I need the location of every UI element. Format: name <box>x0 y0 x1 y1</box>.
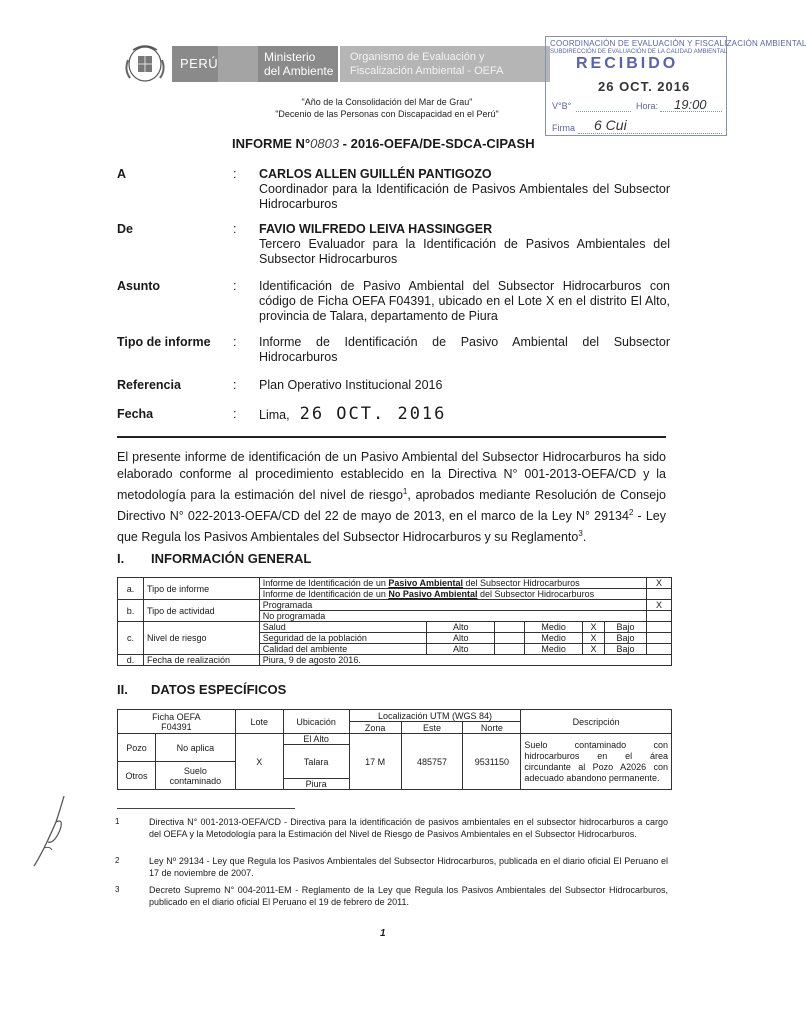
stamp-vb-label: V°B° <box>552 101 572 111</box>
coat-of-arms-icon <box>120 40 170 86</box>
date-stamp: 26 OCT. 2016 <box>299 404 447 424</box>
received-stamp <box>545 36 807 136</box>
informe-title: INFORME N°0803 - 2016-OEFA/DE-SDCA-CIPASH <box>232 136 535 151</box>
page-number: 1 <box>380 928 386 939</box>
stamp-hora-label: Hora: <box>636 101 659 111</box>
informe-number-handwritten: 0803 <box>310 136 340 151</box>
stamp-date: 26 OCT. 2016 <box>598 79 691 94</box>
stamp-line1: COORDINACIÓN DE EVALUACIÓN Y FISCALIZACIÓN AMBIENTAL <box>550 39 807 48</box>
general-info-table: a. Tipo de informe Informe de Identificación de un Pasivo Ambiental del Subsector Hidrocarburos X Informe de Identificación de un No Pasivo Ambiental del Subsector Hidrocarburos b. Tipo de actividad Programada X No programada c. Nivel de riesgo Salud Alto Medio X Bajo Seguridad de la población Alto Medio X Bajo Calidad del ambiente Alto Medio X Bajo d. Fecha de realización Piura, 9 de agosto 2016. <box>117 577 672 666</box>
divider <box>117 436 666 438</box>
stamp-line2: SUBDIRECCIÓN DE EVALUACIÓN DE LA CALIDAD AMBIENTAL <box>550 49 728 55</box>
ministry-banner <box>172 46 338 82</box>
header-banner <box>120 40 550 86</box>
agency-banner <box>340 46 550 82</box>
intro-paragraph: El presente informe de identificación de un Pasivo Ambiental del Subsector Hidrocarburos ha sido elaborado conforme al procedimiento establecido en la Directiva N° 001-2013-OEFA/CD y la metodología para la estimación del nivel de riesgo$^1$, aprobados mediante Resolución de Consejo Directivo N° 022-2013-OEFA/CD del 22 de mayo de 2013, en el marco de la Ley N° 29134$^2$ - Ley que Regula los Pasivos Ambientales del Subsector Hidrocarburos y su Reglamento$^3$. <box>117 450 667 545</box>
country-label: PERÚ <box>180 56 219 71</box>
stamp-received: RECIBIDO <box>576 55 679 72</box>
stamp-hora-value: 19:00 <box>674 97 707 112</box>
agency-label: Organismo de Evaluación y Fiscalización Ambiental - OEFA <box>350 51 504 77</box>
specific-data-table: Ficha OEFA F04391 Lote Ubicación Localización UTM (WGS 84) Descripción Zona Este Norte Pozo No aplica X El Alto 17 M 485757 9531150 Suelo contaminado con hidrocarburos en el área circundante al Pozo A2026 con adecuado abandono permanente. Talara Otros Suelo contaminado Piura <box>117 709 672 790</box>
footnote-separator <box>117 808 295 809</box>
year-mottos: "Año de la Consolidación del Mar de Grau" "Decenio de las Personas con Discapacidad en el Perú" <box>275 97 499 119</box>
ministry-label: Ministerio del Ambiente <box>264 50 334 78</box>
stamp-firma-label: Firma <box>552 123 575 133</box>
stamp-firma-value: 6 Cui <box>594 117 627 133</box>
signature-mark <box>20 790 80 870</box>
